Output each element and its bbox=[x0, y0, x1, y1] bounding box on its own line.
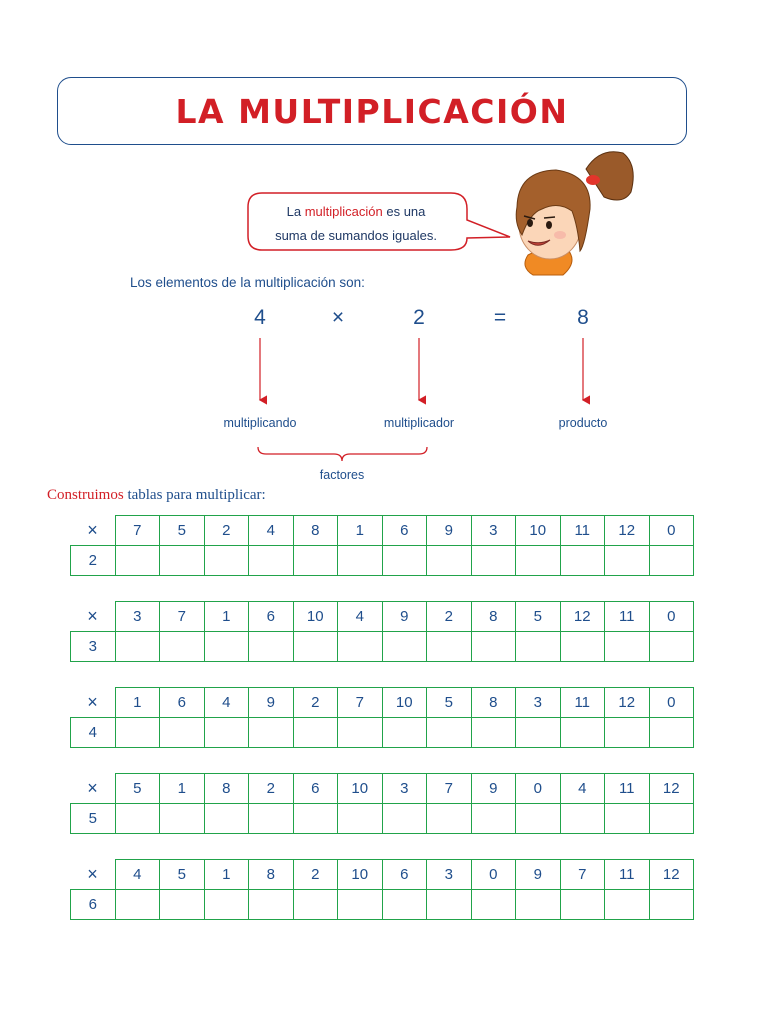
equation-multiplier: 2 bbox=[413, 306, 425, 329]
header-cell: 8 bbox=[471, 688, 516, 718]
page-title: LA MULTIPLICACIÓN bbox=[175, 91, 569, 131]
answer-cell[interactable] bbox=[338, 890, 383, 920]
header-cell: 12 bbox=[560, 602, 605, 632]
answer-cell[interactable] bbox=[249, 632, 294, 662]
table-answer-row bbox=[71, 632, 694, 662]
answer-cell[interactable] bbox=[605, 546, 650, 576]
header-cell: 3 bbox=[115, 602, 160, 632]
header-cell: 4 bbox=[338, 602, 383, 632]
answer-cell[interactable] bbox=[249, 804, 294, 834]
answer-cell[interactable] bbox=[382, 804, 427, 834]
answer-cell[interactable] bbox=[204, 890, 249, 920]
times-symbol: × bbox=[87, 777, 98, 798]
header-cell: 8 bbox=[249, 860, 294, 890]
header-cell: 9 bbox=[516, 860, 561, 890]
header-cell: 10 bbox=[338, 860, 383, 890]
answer-cell[interactable] bbox=[471, 718, 516, 748]
header-cell: 5 bbox=[160, 860, 205, 890]
table-answer-row bbox=[71, 890, 694, 920]
answer-cell[interactable] bbox=[605, 890, 650, 920]
answer-cell[interactable] bbox=[338, 546, 383, 576]
answer-cell[interactable] bbox=[560, 890, 605, 920]
header-cell: 4 bbox=[204, 688, 249, 718]
answer-cell[interactable] bbox=[160, 546, 205, 576]
factor-cell: 5 bbox=[71, 804, 116, 834]
instruction-text: Construimos tablas para multiplicar: bbox=[47, 487, 266, 503]
header-cell: 12 bbox=[649, 860, 694, 890]
equation-equals-sign: = bbox=[493, 306, 507, 329]
multiplication-table-3 bbox=[70, 601, 694, 662]
header-cell: 5 bbox=[160, 516, 205, 546]
bubble-highlight: multiplicación bbox=[304, 204, 383, 219]
answer-cell[interactable] bbox=[427, 546, 472, 576]
multiplication-table-2 bbox=[70, 515, 694, 576]
header-cell: 7 bbox=[338, 688, 383, 718]
header-cell: 5 bbox=[427, 688, 472, 718]
header-cell: 0 bbox=[516, 774, 561, 804]
answer-cell[interactable] bbox=[427, 718, 472, 748]
header-cell: 4 bbox=[560, 774, 605, 804]
answer-cell[interactable] bbox=[560, 718, 605, 748]
label-producto: producto bbox=[558, 416, 608, 430]
answer-cell[interactable] bbox=[338, 804, 383, 834]
answer-cell[interactable] bbox=[649, 632, 694, 662]
times-symbol: × bbox=[87, 605, 98, 626]
header-cell: 2 bbox=[293, 688, 338, 718]
answer-cell[interactable] bbox=[560, 632, 605, 662]
answer-cell[interactable] bbox=[249, 718, 294, 748]
answer-cell[interactable] bbox=[516, 718, 561, 748]
factor-cell: 6 bbox=[71, 890, 116, 920]
table-header-row bbox=[71, 774, 694, 804]
header-cell: 3 bbox=[382, 774, 427, 804]
header-cell: 2 bbox=[249, 774, 294, 804]
header-cell: 6 bbox=[382, 860, 427, 890]
answer-cell[interactable] bbox=[649, 546, 694, 576]
header-cell: 11 bbox=[605, 860, 650, 890]
header-cell: 3 bbox=[427, 860, 472, 890]
table-header-row bbox=[71, 602, 694, 632]
answer-cell[interactable] bbox=[605, 718, 650, 748]
header-cell: 2 bbox=[427, 602, 472, 632]
multiplication-table-4 bbox=[70, 687, 694, 748]
element-arrows bbox=[0, 0, 768, 470]
header-cell: 1 bbox=[204, 602, 249, 632]
factor-cell: 4 bbox=[71, 718, 116, 748]
answer-cell[interactable] bbox=[115, 890, 160, 920]
header-cell: 9 bbox=[427, 516, 472, 546]
header-cell: 11 bbox=[560, 516, 605, 546]
answer-cell[interactable] bbox=[160, 632, 205, 662]
header-cell: 10 bbox=[338, 774, 383, 804]
header-cell: 8 bbox=[293, 516, 338, 546]
header-cell: 9 bbox=[382, 602, 427, 632]
header-cell: 7 bbox=[115, 516, 160, 546]
header-cell: 7 bbox=[427, 774, 472, 804]
answer-cell[interactable] bbox=[516, 546, 561, 576]
header-cell: 4 bbox=[249, 516, 294, 546]
answer-cell[interactable] bbox=[115, 804, 160, 834]
factor-cell: 3 bbox=[71, 632, 116, 662]
header-cell: 10 bbox=[516, 516, 561, 546]
header-cell: 6 bbox=[160, 688, 205, 718]
answer-cell[interactable] bbox=[160, 890, 205, 920]
multiplication-table-6 bbox=[70, 859, 694, 920]
answer-cell[interactable] bbox=[204, 546, 249, 576]
header-cell: 0 bbox=[649, 516, 694, 546]
answer-cell[interactable] bbox=[115, 546, 160, 576]
header-cell: 0 bbox=[471, 860, 516, 890]
label-multiplicador: multiplicador bbox=[383, 416, 455, 430]
header-cell: 1 bbox=[115, 688, 160, 718]
header-cell: 9 bbox=[471, 774, 516, 804]
table-header-row bbox=[71, 860, 694, 890]
times-symbol: × bbox=[87, 519, 98, 540]
answer-cell[interactable] bbox=[204, 632, 249, 662]
header-cell: 6 bbox=[382, 516, 427, 546]
answer-cell[interactable] bbox=[160, 718, 205, 748]
factores-brace bbox=[258, 447, 427, 461]
answer-cell[interactable] bbox=[471, 546, 516, 576]
table-answer-row bbox=[71, 546, 694, 576]
table-header-row bbox=[71, 688, 694, 718]
table-header-row bbox=[71, 516, 694, 546]
answer-cell[interactable] bbox=[649, 718, 694, 748]
header-cell: 11 bbox=[560, 688, 605, 718]
factor-cell: 2 bbox=[71, 546, 116, 576]
answer-cell[interactable] bbox=[605, 632, 650, 662]
header-cell: 6 bbox=[293, 774, 338, 804]
answer-cell[interactable] bbox=[382, 632, 427, 662]
times-symbol: × bbox=[87, 691, 98, 712]
header-cell: 0 bbox=[649, 688, 694, 718]
answer-cell[interactable] bbox=[293, 804, 338, 834]
answer-cell[interactable] bbox=[516, 890, 561, 920]
header-cell: 3 bbox=[471, 516, 516, 546]
answer-cell[interactable] bbox=[338, 632, 383, 662]
answer-cell[interactable] bbox=[471, 890, 516, 920]
header-cell: 10 bbox=[382, 688, 427, 718]
label-multiplicando: multiplicando bbox=[223, 416, 297, 430]
answer-cell[interactable] bbox=[115, 718, 160, 748]
answer-cell[interactable] bbox=[560, 804, 605, 834]
times-symbol: × bbox=[87, 863, 98, 884]
header-cell: 12 bbox=[605, 688, 650, 718]
answer-cell[interactable] bbox=[516, 632, 561, 662]
answer-cell[interactable] bbox=[471, 804, 516, 834]
answer-cell[interactable] bbox=[382, 546, 427, 576]
answer-cell[interactable] bbox=[427, 890, 472, 920]
header-cell: 2 bbox=[293, 860, 338, 890]
answer-cell[interactable] bbox=[471, 632, 516, 662]
answer-cell[interactable] bbox=[560, 546, 605, 576]
header-cell: 12 bbox=[649, 774, 694, 804]
answer-cell[interactable] bbox=[249, 546, 294, 576]
header-cell: 6 bbox=[249, 602, 294, 632]
equation-multiplicand: 4 bbox=[254, 306, 266, 329]
answer-cell[interactable] bbox=[204, 804, 249, 834]
header-cell: 11 bbox=[605, 774, 650, 804]
header-cell: 1 bbox=[204, 860, 249, 890]
answer-cell[interactable] bbox=[293, 718, 338, 748]
answer-cell[interactable] bbox=[293, 546, 338, 576]
answer-cell[interactable] bbox=[516, 804, 561, 834]
answer-cell[interactable] bbox=[204, 718, 249, 748]
answer-cell[interactable] bbox=[605, 804, 650, 834]
answer-cell[interactable] bbox=[249, 890, 294, 920]
equation-product: 8 bbox=[577, 306, 589, 329]
header-cell: 1 bbox=[338, 516, 383, 546]
bubble-text: La multiplicación es una suma de sumandos iguales. bbox=[275, 204, 437, 243]
answer-cell[interactable] bbox=[293, 890, 338, 920]
header-cell: 9 bbox=[249, 688, 294, 718]
header-cell: 0 bbox=[649, 602, 694, 632]
answer-cell[interactable] bbox=[115, 632, 160, 662]
header-cell: 7 bbox=[160, 602, 205, 632]
header-cell: 3 bbox=[516, 688, 561, 718]
answer-cell[interactable] bbox=[427, 632, 472, 662]
header-cell: 2 bbox=[204, 516, 249, 546]
header-cell: 5 bbox=[115, 774, 160, 804]
equation-times-sign: × bbox=[331, 306, 345, 329]
header-cell: 8 bbox=[204, 774, 249, 804]
table-answer-row bbox=[71, 718, 694, 748]
header-cell: 10 bbox=[293, 602, 338, 632]
header-cell: 11 bbox=[605, 602, 650, 632]
answer-cell[interactable] bbox=[382, 890, 427, 920]
multiplication-table-5 bbox=[70, 773, 694, 834]
header-cell: 5 bbox=[516, 602, 561, 632]
header-cell: 1 bbox=[160, 774, 205, 804]
answer-cell[interactable] bbox=[382, 718, 427, 748]
answer-cell[interactable] bbox=[649, 804, 694, 834]
answer-cell[interactable] bbox=[160, 804, 205, 834]
answer-cell[interactable] bbox=[427, 804, 472, 834]
answer-cell[interactable] bbox=[338, 718, 383, 748]
table-answer-row bbox=[71, 804, 694, 834]
label-factores: factores bbox=[319, 468, 365, 482]
header-cell: 12 bbox=[605, 516, 650, 546]
header-cell: 4 bbox=[115, 860, 160, 890]
elements-heading: Los elementos de la multiplicación son: bbox=[130, 275, 365, 290]
answer-cell[interactable] bbox=[293, 632, 338, 662]
answer-cell[interactable] bbox=[649, 890, 694, 920]
header-cell: 8 bbox=[471, 602, 516, 632]
header-cell: 7 bbox=[560, 860, 605, 890]
